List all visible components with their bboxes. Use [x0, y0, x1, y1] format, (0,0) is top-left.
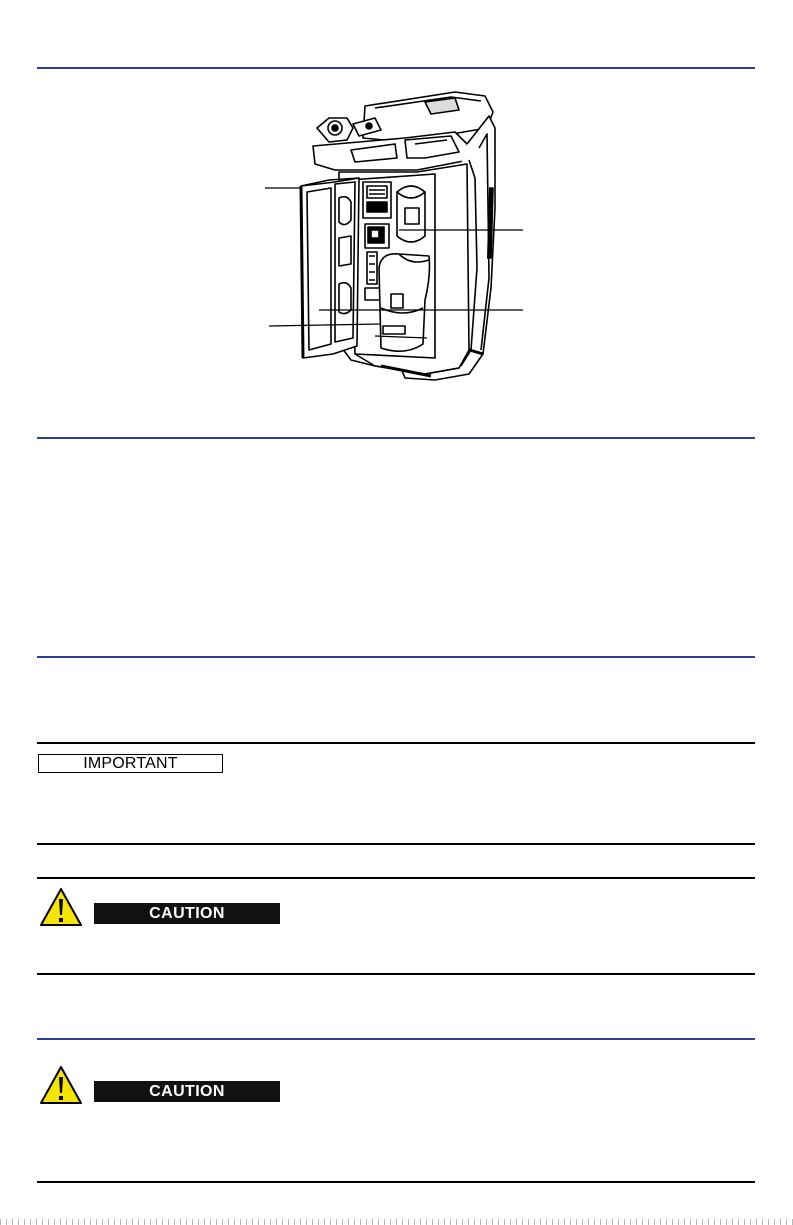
caution-1-rule-bottom	[37, 973, 755, 975]
caution-2-rule-bottom	[37, 1181, 755, 1183]
instrument-figure	[255, 88, 545, 388]
warning-triangle-icon	[39, 887, 83, 927]
section-rule-2	[37, 437, 755, 439]
section-rule-4	[37, 1038, 755, 1040]
caution-label: CAUTION	[94, 903, 280, 924]
page-edge-marks	[0, 1219, 793, 1225]
caution-label: CAUTION	[94, 1081, 280, 1102]
important-rule-bottom	[37, 843, 755, 845]
section-rule-3	[37, 656, 755, 658]
caution-1-rule-top	[37, 877, 755, 879]
important-label: IMPORTANT	[38, 754, 223, 773]
warning-triangle-icon	[39, 1065, 83, 1105]
important-rule-top	[37, 742, 755, 744]
section-rule-top	[37, 67, 755, 69]
